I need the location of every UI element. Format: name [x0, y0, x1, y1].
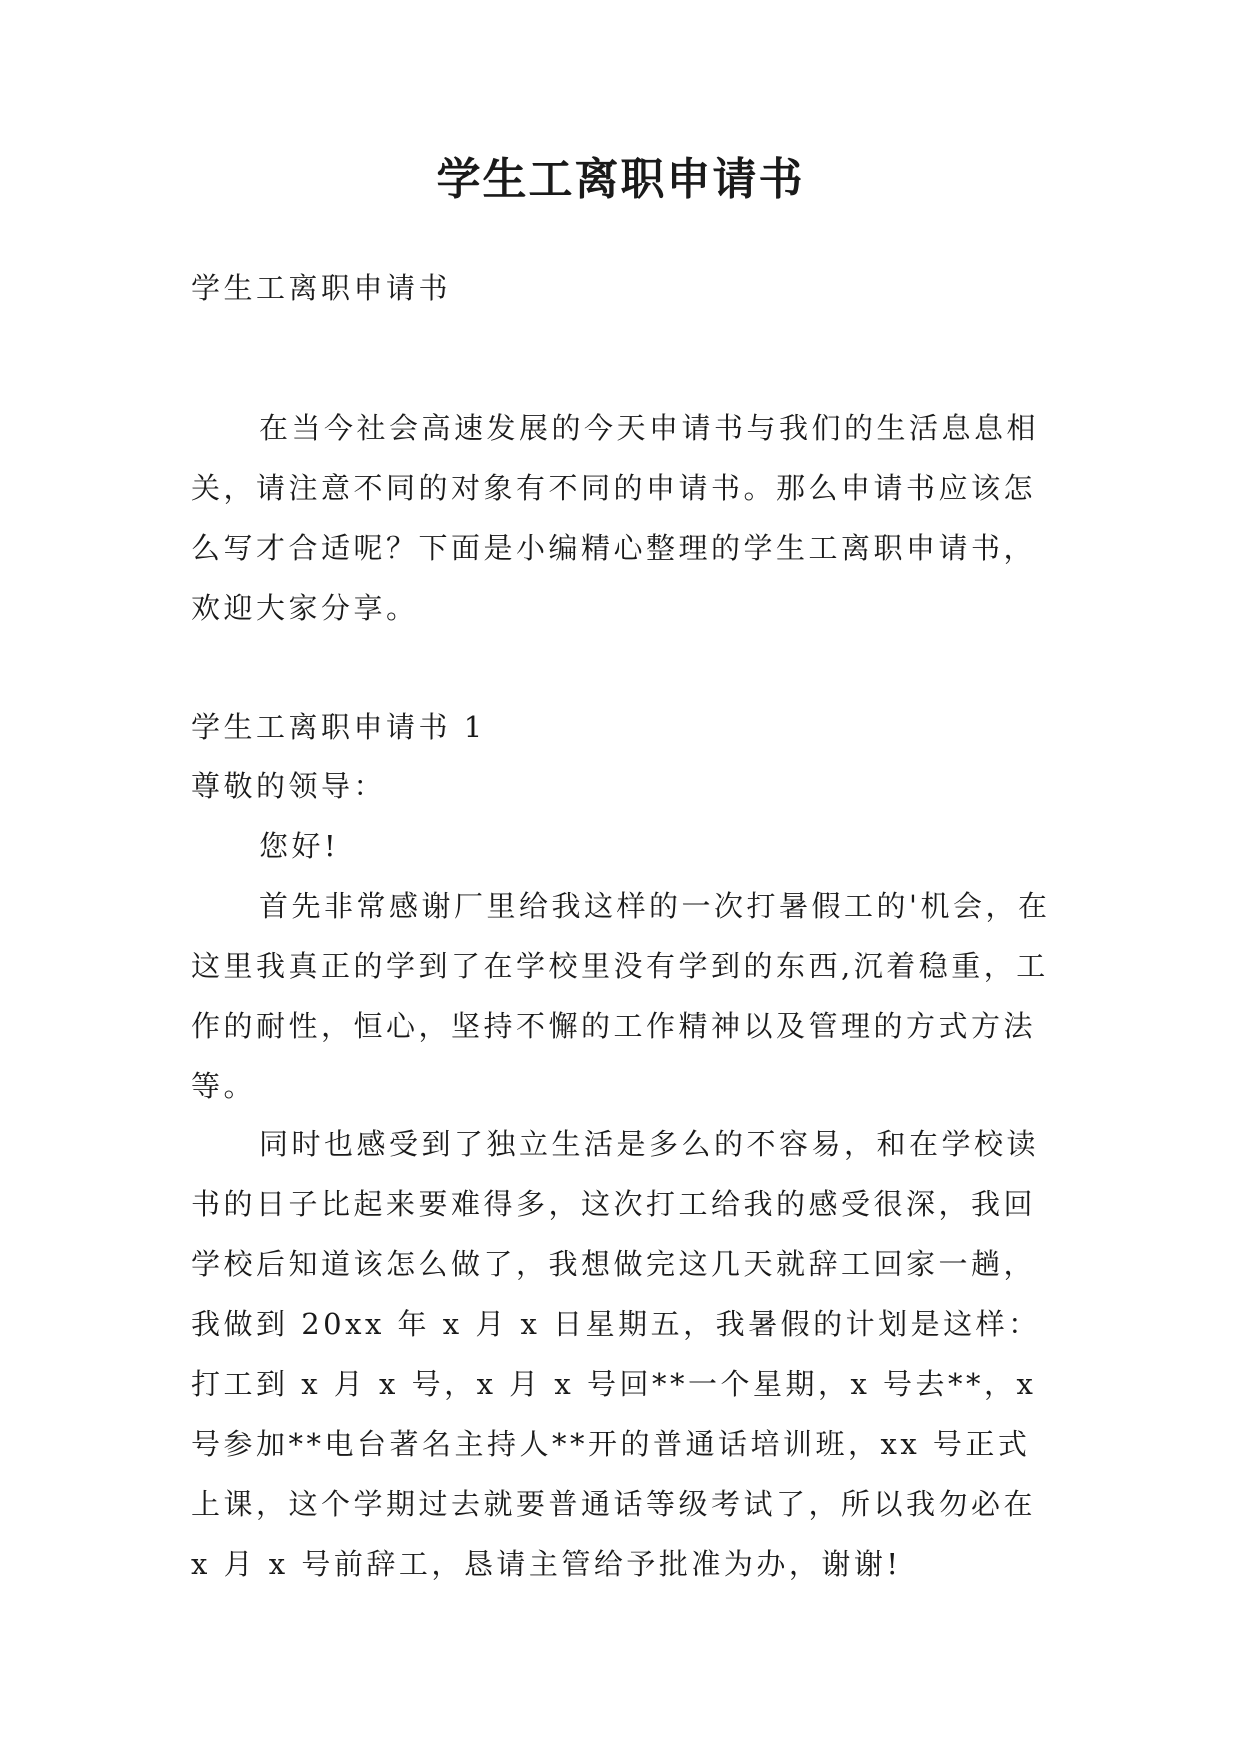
body-paragraph-1: 首先非常感谢厂里给我这样的一次打暑假工的'机会，在这里我真正的学到了在学校里没有学到的东西,沉着稳重，工作的耐性，恒心，坚持不懈的工作精神以及管理的方式方法等。 [191, 889, 1051, 1103]
salutation: 尊敬的领导： [191, 769, 387, 803]
section-heading: 学生工离职申请书 1 [191, 710, 486, 744]
body-paragraph-2: 同时也感受到了独立生活是多么的不容易，和在学校读书的日子比起来要难得多，这次打工给我的感受很深，我回学校后知道该怎么做了，我想做完这几天就辞工回家一趟，我做到 20xx 年 x 月 x 日星期五，我暑假的计划是这样：打工到 x 月 x 号，x 月 x 号回**一个星期，x 号去**，x 号参加**电台著名主持人**开的普通话培训班，xx 号正式上课，这个学期过去就要普通话等级考试了，所以我勿必在 x 月 x 号前辞工，恳请主管给予批准为办，谢谢! [191, 1127, 1041, 1581]
document-title: 学生工离职申请书 [436, 154, 805, 205]
intro-paragraph: 在当今社会高速发展的今天申请书与我们的生活息息相关，请注意不同的对象有不同的申请书。那么申请书应该怎么写才合适呢？下面是小编精心整理的学生工离职申请书，欢迎大家分享。 [191, 411, 1040, 625]
greeting: 您好! [259, 829, 340, 863]
document-subtitle: 学生工离职申请书 [191, 271, 452, 305]
